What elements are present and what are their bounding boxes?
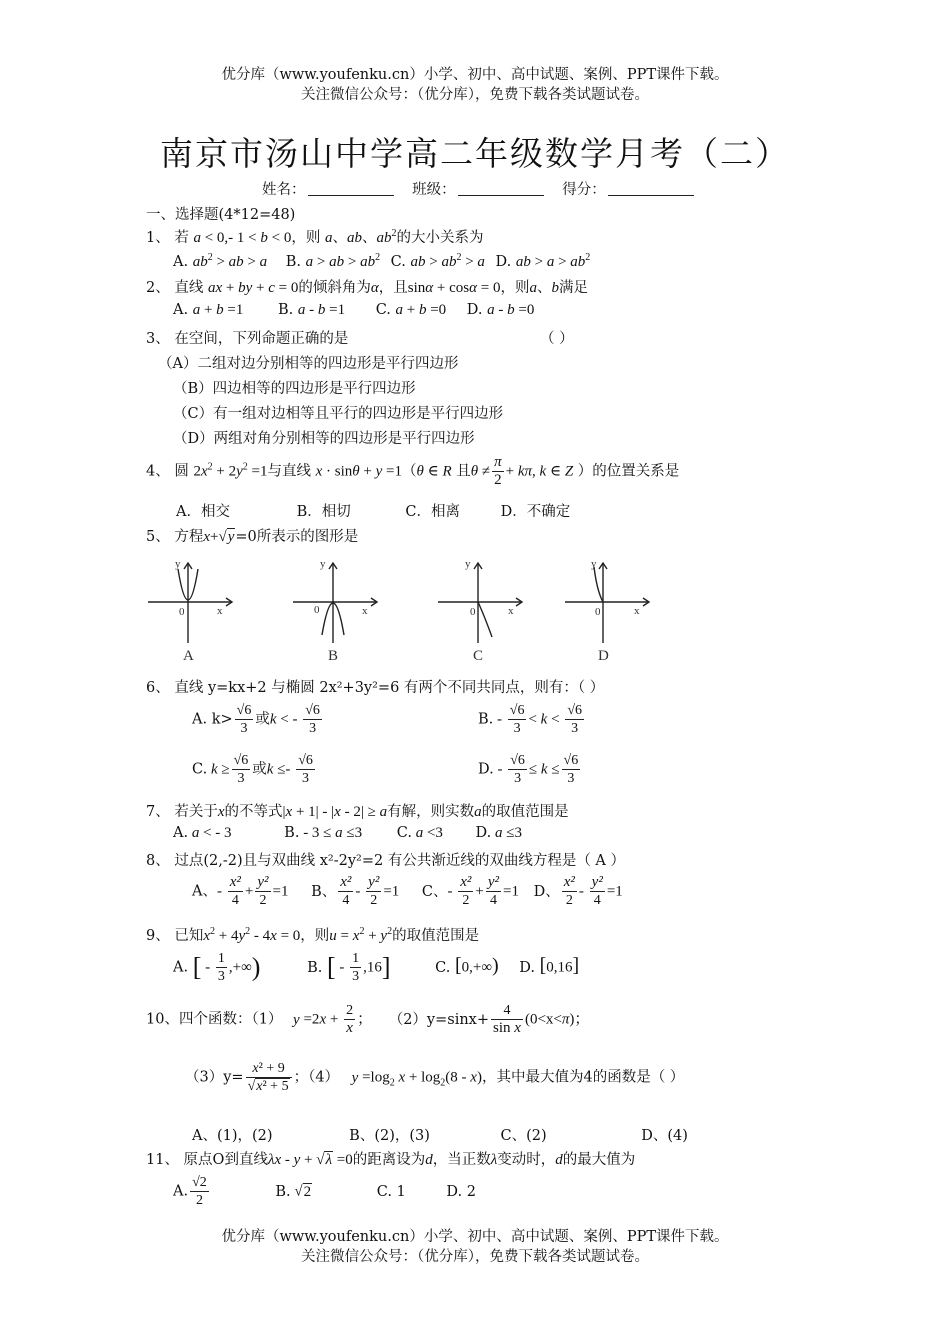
page-title: 南京市汤山中学高二年级数学月考（二） (160, 134, 790, 173)
graph-label-b: B (328, 648, 339, 664)
header-line-1: 优分库（www.youfenku.cn）小学、初中、高中试题、案例、PPT课件下载。 (221, 67, 729, 83)
question-5-graphs (140, 555, 680, 665)
graph-label-c: C (473, 648, 484, 664)
graph-d-y-label: y (591, 558, 597, 570)
question-3: 3、 在空间，下列命题正确的是 (146, 331, 349, 347)
graph-d-origin: 0 (595, 606, 601, 618)
name-blank[interactable] (308, 181, 394, 196)
score-blank[interactable] (608, 181, 694, 196)
question-8-options: A、- $\frac{\text{x²}}{4}$ + $\frac{\text{y²}}{2}$ =1 B、 $\frac{\text{x²}}{4}$ - $\frac{\text{y²}}{2}$ =1 C、- $\frac{\text{x²}}{2}$ + $\frac{\text{y²}}{4}$ =1 D、 $\frac{\text{x²}}{2}$ - $\frac{\text{y²}}{4}$ =1 (192, 874, 623, 908)
graph-a-origin: 0 (179, 606, 185, 618)
question-6-option-c: C. k ≥ $\frac{√6}{3}$ 或k ≤- $\frac{√6}{3}$ (192, 753, 313, 786)
question-5: 5、 方程x+√y=0所表示的图形是 (146, 529, 359, 545)
question-3-option-c: （C）有一组对边相等且平行的四边形是平行四边形 (173, 406, 504, 422)
question-9: 9、 已知$x^2 + 4y^2 - 4x = 0$，则$u = x^2 + y^2$的取值范围是 (146, 926, 480, 944)
question-2-options: A. a + b =1 B. a - b =1 C. a + b =0 D. a - b =0 (173, 302, 535, 318)
question-10: 10、四个函数：（1） y =2x + $\frac{2}{x}$ ； （2）y=sinx+ $\frac{4}{\text{sin x}}$ (0<x<π)； (146, 1003, 590, 1036)
header-line-2: 关注微信公众号：（优分库），免费下载各类试题试卷。 (301, 87, 649, 103)
graph-b-y-label: y (320, 558, 326, 570)
question-6-option-b: B. - $\frac{√6}{3}$ < k < $\frac{√6}{3}$ (478, 703, 582, 736)
footer-line-1: 优分库（www.youfenku.cn）小学、初中、高中试题、案例、PPT课件下载。 (221, 1229, 729, 1245)
question-11: 11、 原点O到直线λx - y + √λ =0的距离设为d，当正数λ变动时，d的最大值为 (146, 1152, 636, 1168)
question-6-option-a: A. k> $\frac{√6}{3}$ 或k < - $\frac{√6}{3}$ (192, 703, 320, 736)
footer-line-2: 关注微信公众号：（优分库），免费下载各类试题试卷。 (301, 1249, 649, 1265)
question-8: 8、 过点(2,-2)且与双曲线 x²-2y²=2 有公共渐近线的双曲线方程是（ A ） (146, 853, 626, 869)
question-7-options: A. a < - 3 B. - 3 ≤ a ≤3 C. a <3 D. a ≤3 (173, 825, 522, 841)
graph-b-x-label: x (362, 605, 368, 617)
graph-c-y-label: y (465, 558, 471, 570)
question-4: 4、 圆 $2x^2 + 2y^2 =1$与直线 x · sinθ + y =1（θ ∈ R 且θ ≠ $\frac{\pi}{2}$ + kπ, k ∈ Z ）的位置关系是 (146, 454, 680, 488)
graph-b-origin: 0 (314, 604, 320, 616)
question-1-options: A. $ab^2$ > ab > a B. a > ab > $ab^2$ C. ab > $ab^2 > a$ D. ab > $a > ab^2$ (173, 252, 591, 270)
question-9-options: A. [ - $\frac{1}{3}$ ,+∞) B. [ - $\frac{1}{3}$ ,16] C. [0,+∞) D. [0,16] (173, 951, 580, 984)
question-10-part-2: （3）y= $\frac{\text{x² + 9}}{\text{√x² + 5}}$ ；（4） $y =\log_2$ $x + \log_2(8 - x)$，其中最大值为4的函数是（ ） (185, 1061, 685, 1094)
graph-label-a: A (183, 648, 194, 664)
question-6: 6、 直线 y=kx+2 与椭圆 2x²+3y²=6 有两个不同共同点，则有：（ ） (146, 680, 605, 696)
question-7: 7、 若关于x的不等式|x + 1| - |x - 2| ≥ a有解，则实数a的取值范围是 (146, 804, 569, 820)
graph-d-x-label: x (634, 605, 640, 617)
section-heading: 一、选择题(4*12=48) (146, 207, 296, 223)
question-3-option-b: （B）四边相等的四边形是平行四边形 (173, 381, 416, 397)
graph-c-x-label: x (508, 605, 514, 617)
graph-c-origin: 0 (470, 606, 476, 618)
question-3-answer-paren: （ ） (540, 331, 574, 347)
question-10-options: A、(1)，(2) B、(2)，(3) C、(2) D、(4) (192, 1128, 688, 1144)
question-3-option-a: （A）二组对边分别相等的四边形是平行四边形 (158, 356, 459, 372)
question-1: 1、 若 a < 0,- 1 < b < 0，则 a、ab、$ab^2$的大小关系为 (146, 228, 484, 246)
student-info: 姓名： 班级： 得分： (262, 178, 698, 199)
question-2: 2、 直线 ax + by + c = 0的倾斜角为α，且sinα + cosα = 0，则a、b满足 (146, 280, 588, 296)
graph-a-y-label: y (175, 558, 181, 570)
graph-a-x-label: x (217, 605, 223, 617)
question-11-options: A. $\frac{√2}{2}$ B. √2 C. 1 D. 2 (173, 1175, 476, 1208)
question-3-option-d: （D）两组对角分别相等的四边形是平行四边形 (173, 431, 475, 447)
class-blank[interactable] (458, 181, 544, 196)
question-4-options: A．相交 B．相切 C．相离 D．不确定 (176, 504, 571, 520)
question-6-option-d: D. - $\frac{√6}{3}$ ≤ k ≤ $\frac{√6}{3}$ (478, 753, 579, 786)
graph-label-d: D (598, 648, 609, 664)
